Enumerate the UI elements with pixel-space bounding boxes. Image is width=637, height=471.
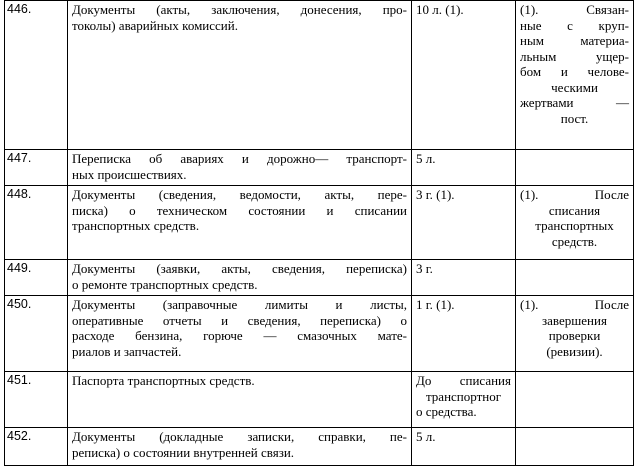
row-number: 446. (5, 1, 68, 150)
row-description: Документы (заправочные лимиты и листы, оперативные отчеты и сведения, переписка) о расходе бензина, горюче — смазочных мате- риалов и запчастей. (68, 296, 412, 372)
row-note (516, 372, 634, 428)
row-number: 449. (5, 260, 68, 296)
row-note (516, 260, 634, 296)
row-description: Паспорта транспортных средств. (68, 372, 412, 428)
row-retention-term: 3 г. (1). (412, 186, 516, 260)
row-description: Документы (сведения, ведомости, акты, пере- писка) о техническом состоянии и списании транспортных средств. (68, 186, 412, 260)
row-note: (1). После списания транспортных средств. (516, 186, 634, 260)
row-note: (1). Связан- ные с круп- ным материа- льным ущер- бом и челове- ческими жертвами — пост. (516, 1, 634, 150)
table-row (5, 186, 634, 260)
row-description: Документы (докладные записки, справки, пе- реписка) о состоянии внутренней связи. (68, 428, 412, 466)
row-description: Документы (заявки, акты, сведения, переписка) о ремонте транспортных средств. (68, 260, 412, 296)
row-retention-term: 3 г. (412, 260, 516, 296)
row-description: Переписка об авариях и дорожно— транспорт- ных происшествиях. (68, 150, 412, 186)
row-number: 452. (5, 428, 68, 466)
row-number: 450. (5, 296, 68, 372)
table-row (5, 296, 634, 372)
row-note: (1). После завершения проверки (ревизии). (516, 296, 634, 372)
row-number: 448. (5, 186, 68, 260)
table-row (5, 428, 634, 466)
row-retention-term: До списания транспортног о средства. (412, 372, 516, 428)
table-row (5, 372, 634, 428)
row-number: 447. (5, 150, 68, 186)
row-number: 451. (5, 372, 68, 428)
row-description: Документы (акты, заключения, донесения, про- токолы) аварийных комиссий. (68, 1, 412, 150)
table-row (5, 1, 634, 150)
row-retention-term: 10 л. (1). (412, 1, 516, 150)
row-note (516, 150, 634, 186)
row-retention-term: 5 л. (412, 150, 516, 186)
table-row (5, 150, 634, 186)
row-note (516, 428, 634, 466)
row-retention-term: 1 г. (1). (412, 296, 516, 372)
records-table (4, 0, 634, 466)
row-retention-term: 5 л. (412, 428, 516, 466)
table-row (5, 260, 634, 296)
